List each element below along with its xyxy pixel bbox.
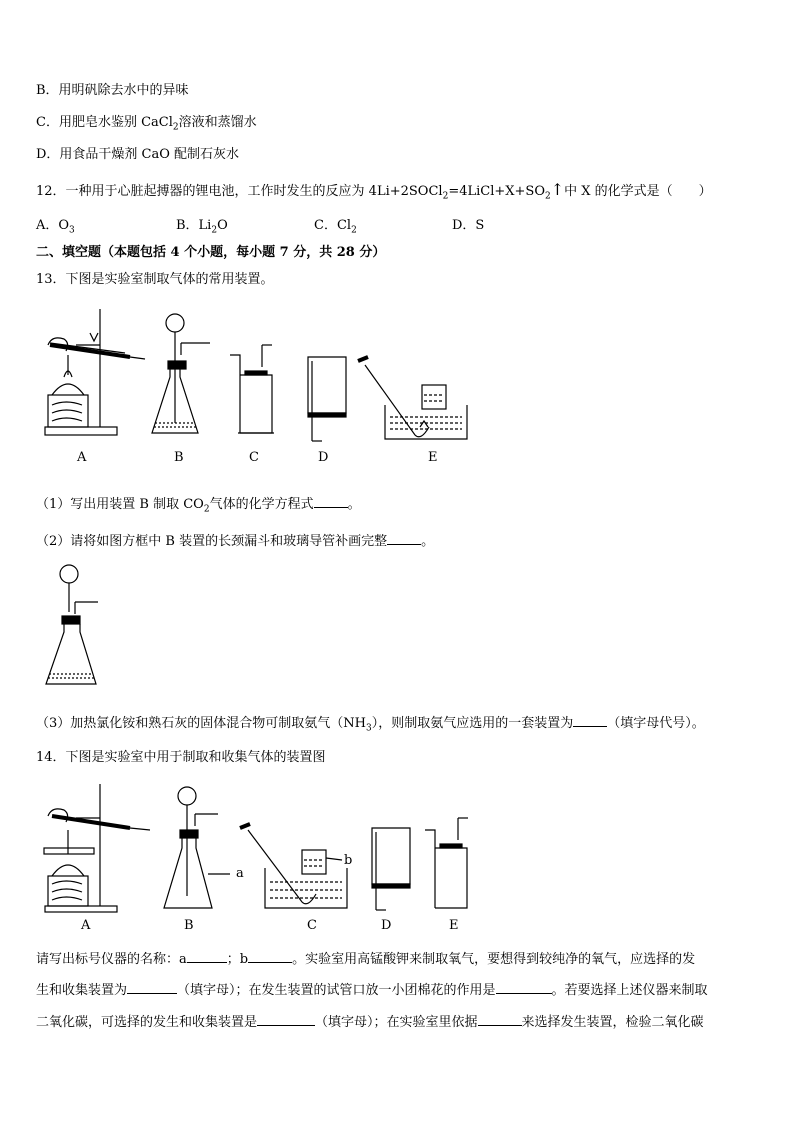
apparatus-e bbox=[358, 357, 467, 439]
q14-mark-b: b bbox=[344, 853, 353, 868]
q13-label-e: E bbox=[428, 450, 438, 465]
q11-option-d: D．用食品干燥剂 CaO 配制石灰水 bbox=[36, 147, 240, 162]
apparatus-c bbox=[230, 345, 274, 433]
apparatus-a bbox=[45, 309, 145, 435]
answer-blank[interactable] bbox=[187, 948, 227, 963]
q14-mark-a: a bbox=[236, 866, 244, 881]
q13-part2-flask-figure bbox=[40, 562, 120, 692]
q12-option-d: D．S bbox=[452, 218, 485, 233]
q14-apparatus-figure bbox=[40, 778, 480, 918]
q14-label-c: C bbox=[307, 918, 317, 933]
apparatus-d bbox=[308, 357, 346, 441]
q14-line2: 生和收集装置为 （填字母）；在发生装置的试管口放一小团棉花的作用是 。若要选择上述仪器来制取 bbox=[36, 979, 708, 1000]
q12-option-c: C．$Cl_2$ bbox=[314, 218, 357, 236]
q13-label-b: B bbox=[174, 450, 184, 465]
q13-part2: （2）请将如图方框中 B 装置的长颈漏斗和玻璃导管补画完整 。 bbox=[36, 530, 434, 551]
answer-blank[interactable] bbox=[314, 493, 348, 508]
q14-label-e: E bbox=[449, 918, 459, 933]
answer-blank[interactable] bbox=[248, 948, 292, 963]
q14-label-a: A bbox=[81, 918, 91, 933]
q13-part3: （3）加热氯化铵和熟石灰的固体混合物可制取氨气$(NH_3)$，则制取氨气应选用的一套装置为 （填字母代号）。 bbox=[36, 712, 705, 738]
answer-blank[interactable] bbox=[387, 530, 421, 545]
answer-blank[interactable] bbox=[478, 1011, 522, 1026]
q12-option-b: B．$Li_2O$ bbox=[176, 218, 228, 236]
q12-option-a: A．$O_3$ bbox=[36, 218, 75, 236]
q13-stem: 13．下图是实验室制取气体的常用装置。 bbox=[36, 272, 274, 287]
apparatus-d bbox=[372, 828, 410, 910]
apparatus-a bbox=[44, 784, 150, 912]
section-header-fill-in: 二、填空题（本题包括 4 个小题，每小题 7 分，共 28 分） bbox=[36, 245, 386, 260]
apparatus-b bbox=[152, 314, 210, 433]
q14-stem: 14．下图是实验室中用于制取和收集气体的装置图 bbox=[36, 750, 326, 765]
answer-blank[interactable] bbox=[127, 979, 177, 994]
q14-line3: 二氧化碳，可选择的发生和收集装置是 （填字母）；在实验室里依据 来选择发生装置，检验二氧化碳 bbox=[36, 1011, 704, 1032]
q13-apparatus-figure bbox=[40, 305, 470, 445]
apparatus-c bbox=[240, 824, 347, 908]
q12-stem: 12．一种用于心脏起搏器的锂电池，工作时发生的反应为 $4Li+2SOCl_2=4LiCl+X+SO_2↑$中 X 的化学式是（ ） bbox=[36, 180, 712, 202]
apparatus-e bbox=[425, 818, 468, 908]
answer-blank[interactable] bbox=[573, 712, 607, 727]
q13-label-c: C bbox=[249, 450, 259, 465]
q11-option-c: C．用肥皂水鉴别 CaCl$_2$溶液和蒸馏水 bbox=[36, 115, 257, 133]
answer-blank[interactable] bbox=[496, 979, 552, 994]
q14-label-b: B bbox=[184, 918, 194, 933]
answer-blank[interactable] bbox=[257, 1011, 315, 1026]
q14-line1: 请写出标号仪器的名称：a ；b 。实验室用高锰酸钾来制取氧气，要想得到较纯净的氧气，应选择的发 bbox=[36, 948, 695, 969]
q13-label-a: A bbox=[77, 450, 87, 465]
q11-option-b: B．用明矾除去水中的异味 bbox=[36, 83, 189, 98]
apparatus-b bbox=[164, 787, 230, 908]
q13-label-d: D bbox=[318, 450, 329, 465]
q14-label-d: D bbox=[381, 918, 392, 933]
q13-part1: （1）写出用装置 B 制取 $CO_2$气体的化学方程式 。 bbox=[36, 493, 361, 519]
